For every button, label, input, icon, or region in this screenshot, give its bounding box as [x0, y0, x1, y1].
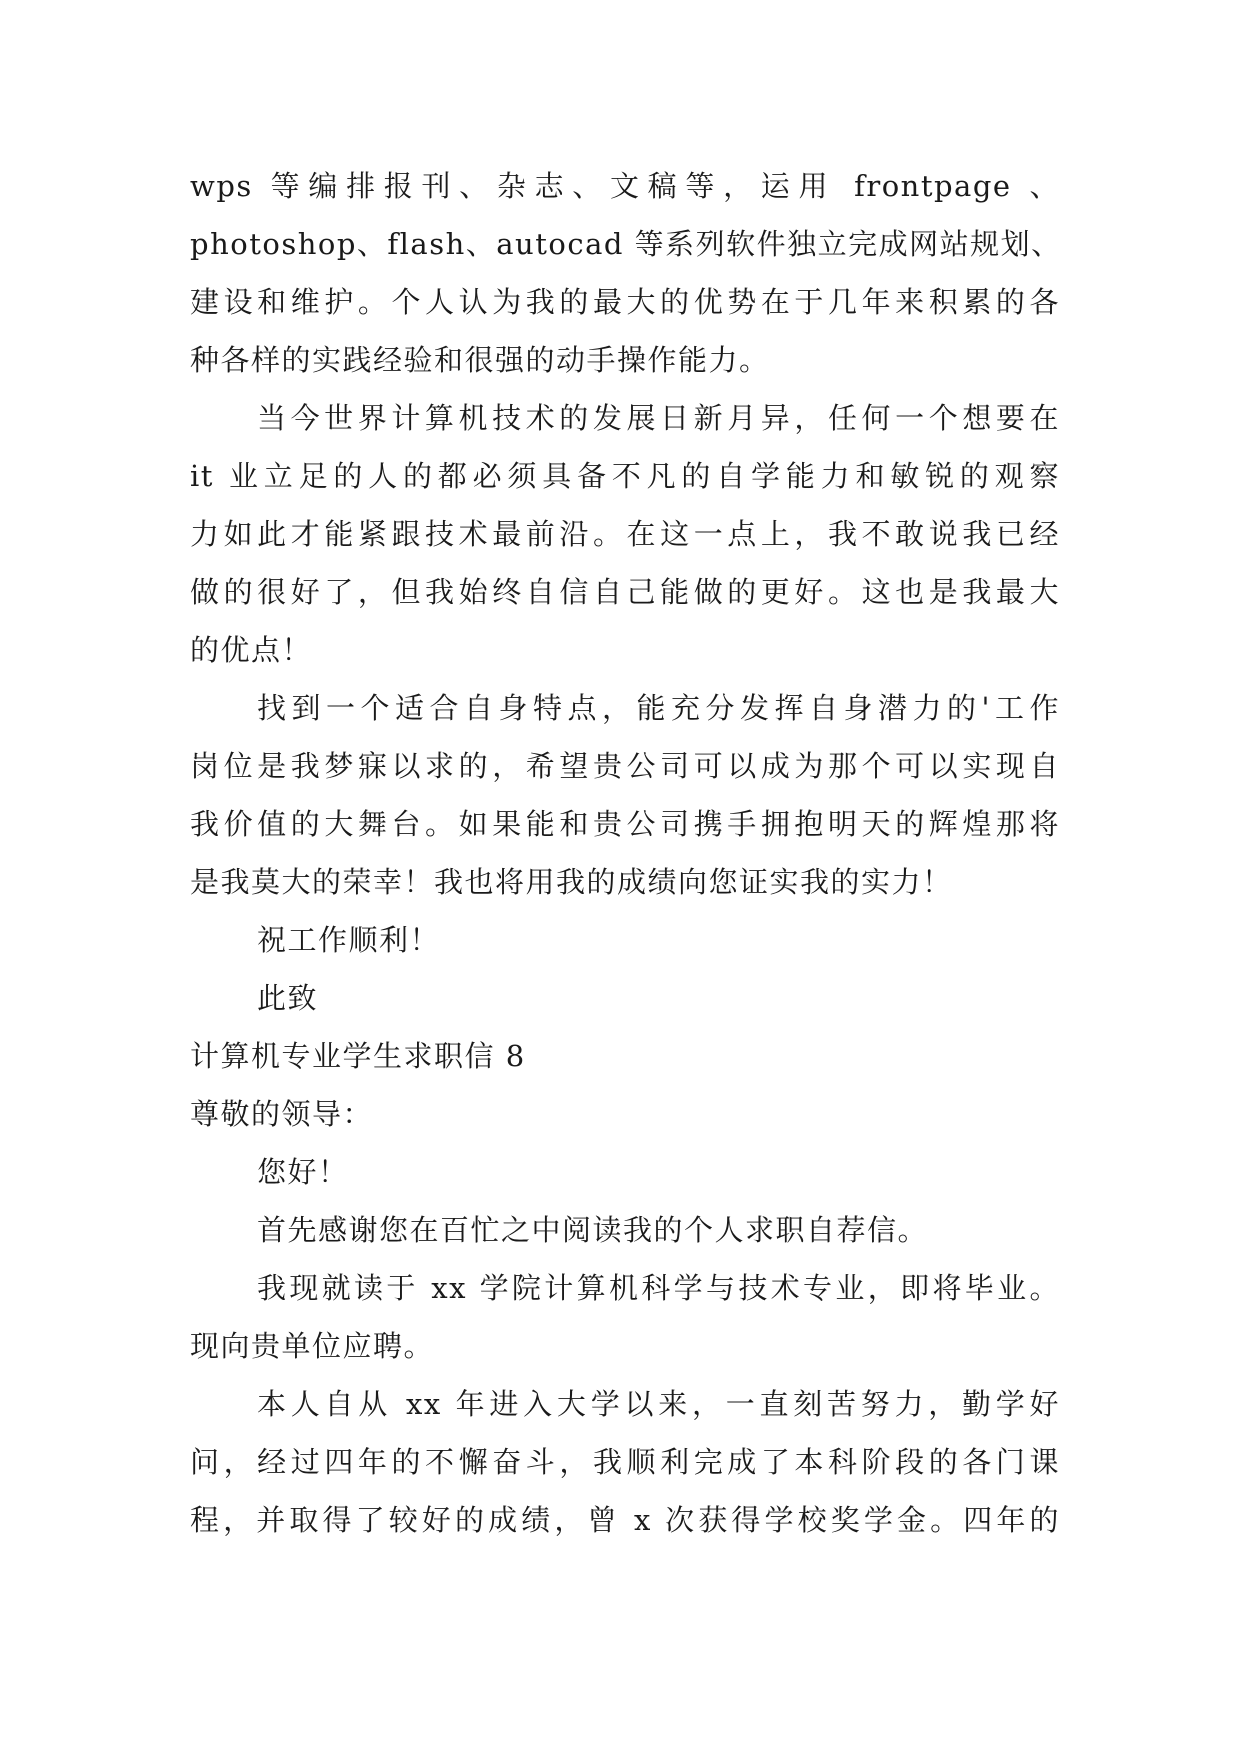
- text-line: it 业立足的人的都必须具备不凡的自学能力和敏锐的观察: [190, 459, 1060, 493]
- text-line: 做的很好了，但我始终自信自己能做的更好。这也是我最大: [190, 575, 1060, 609]
- paragraph-first-line: 本人自从 xx 年进入大学以来，一直刻苦努力，勤学好: [257, 1387, 1060, 1421]
- text-line: 种各样的实践经验和很强的动手操作能力。: [190, 343, 770, 377]
- text-line: wps 等编排报刊、杂志、文稿等，运用 frontpage 、: [190, 169, 1060, 203]
- salutation: 尊敬的领导：: [190, 1097, 374, 1131]
- text-line: 岗位是我梦寐以求的，希望贵公司可以成为那个可以实现自: [190, 749, 1060, 783]
- text-line: 现向贵单位应聘。: [190, 1329, 435, 1363]
- text-line: 建设和维护。个人认为我的最大的优势在于几年来积累的各: [190, 285, 1060, 319]
- paragraph-first-line: 找到一个适合自身特点，能充分发挥自身潜力的'工作: [257, 691, 1060, 725]
- paragraph-first-line: 当今世界计算机技术的发展日新月异，任何一个想要在: [257, 401, 1060, 435]
- text-line: 程，并取得了较好的成绩，曾 x 次获得学校奖学金。四年的: [190, 1503, 1060, 1537]
- paragraph-first-line: 我现就读于 xx 学院计算机科学与技术专业，即将毕业。: [257, 1271, 1060, 1305]
- text-line: photoshop、flash、autocad 等系列软件独立完成网站规划、: [190, 227, 1062, 261]
- greeting: 您好！: [257, 1155, 349, 1189]
- closing-salute: 此致: [257, 981, 319, 1015]
- text-line: 我价值的大舞台。如果能和贵公司携手拥抱明天的辉煌那将: [190, 807, 1060, 841]
- text-line: 问，经过四年的不懈奋斗，我顺利完成了本科阶段的各门课: [190, 1445, 1060, 1479]
- text-line: 力如此才能紧跟技术最前沿。在这一点上，我不敢说我已经: [190, 517, 1060, 551]
- text-line: 是我莫大的荣幸！我也将用我的成绩向您证实我的实力！: [190, 865, 953, 899]
- section-title: 计算机专业学生求职信 8: [190, 1039, 526, 1073]
- text-line: 的优点！: [190, 633, 313, 667]
- paragraph-first-line: 首先感谢您在百忙之中阅读我的个人求职自荐信。: [257, 1213, 929, 1247]
- closing-wish: 祝工作顺利！: [257, 923, 441, 957]
